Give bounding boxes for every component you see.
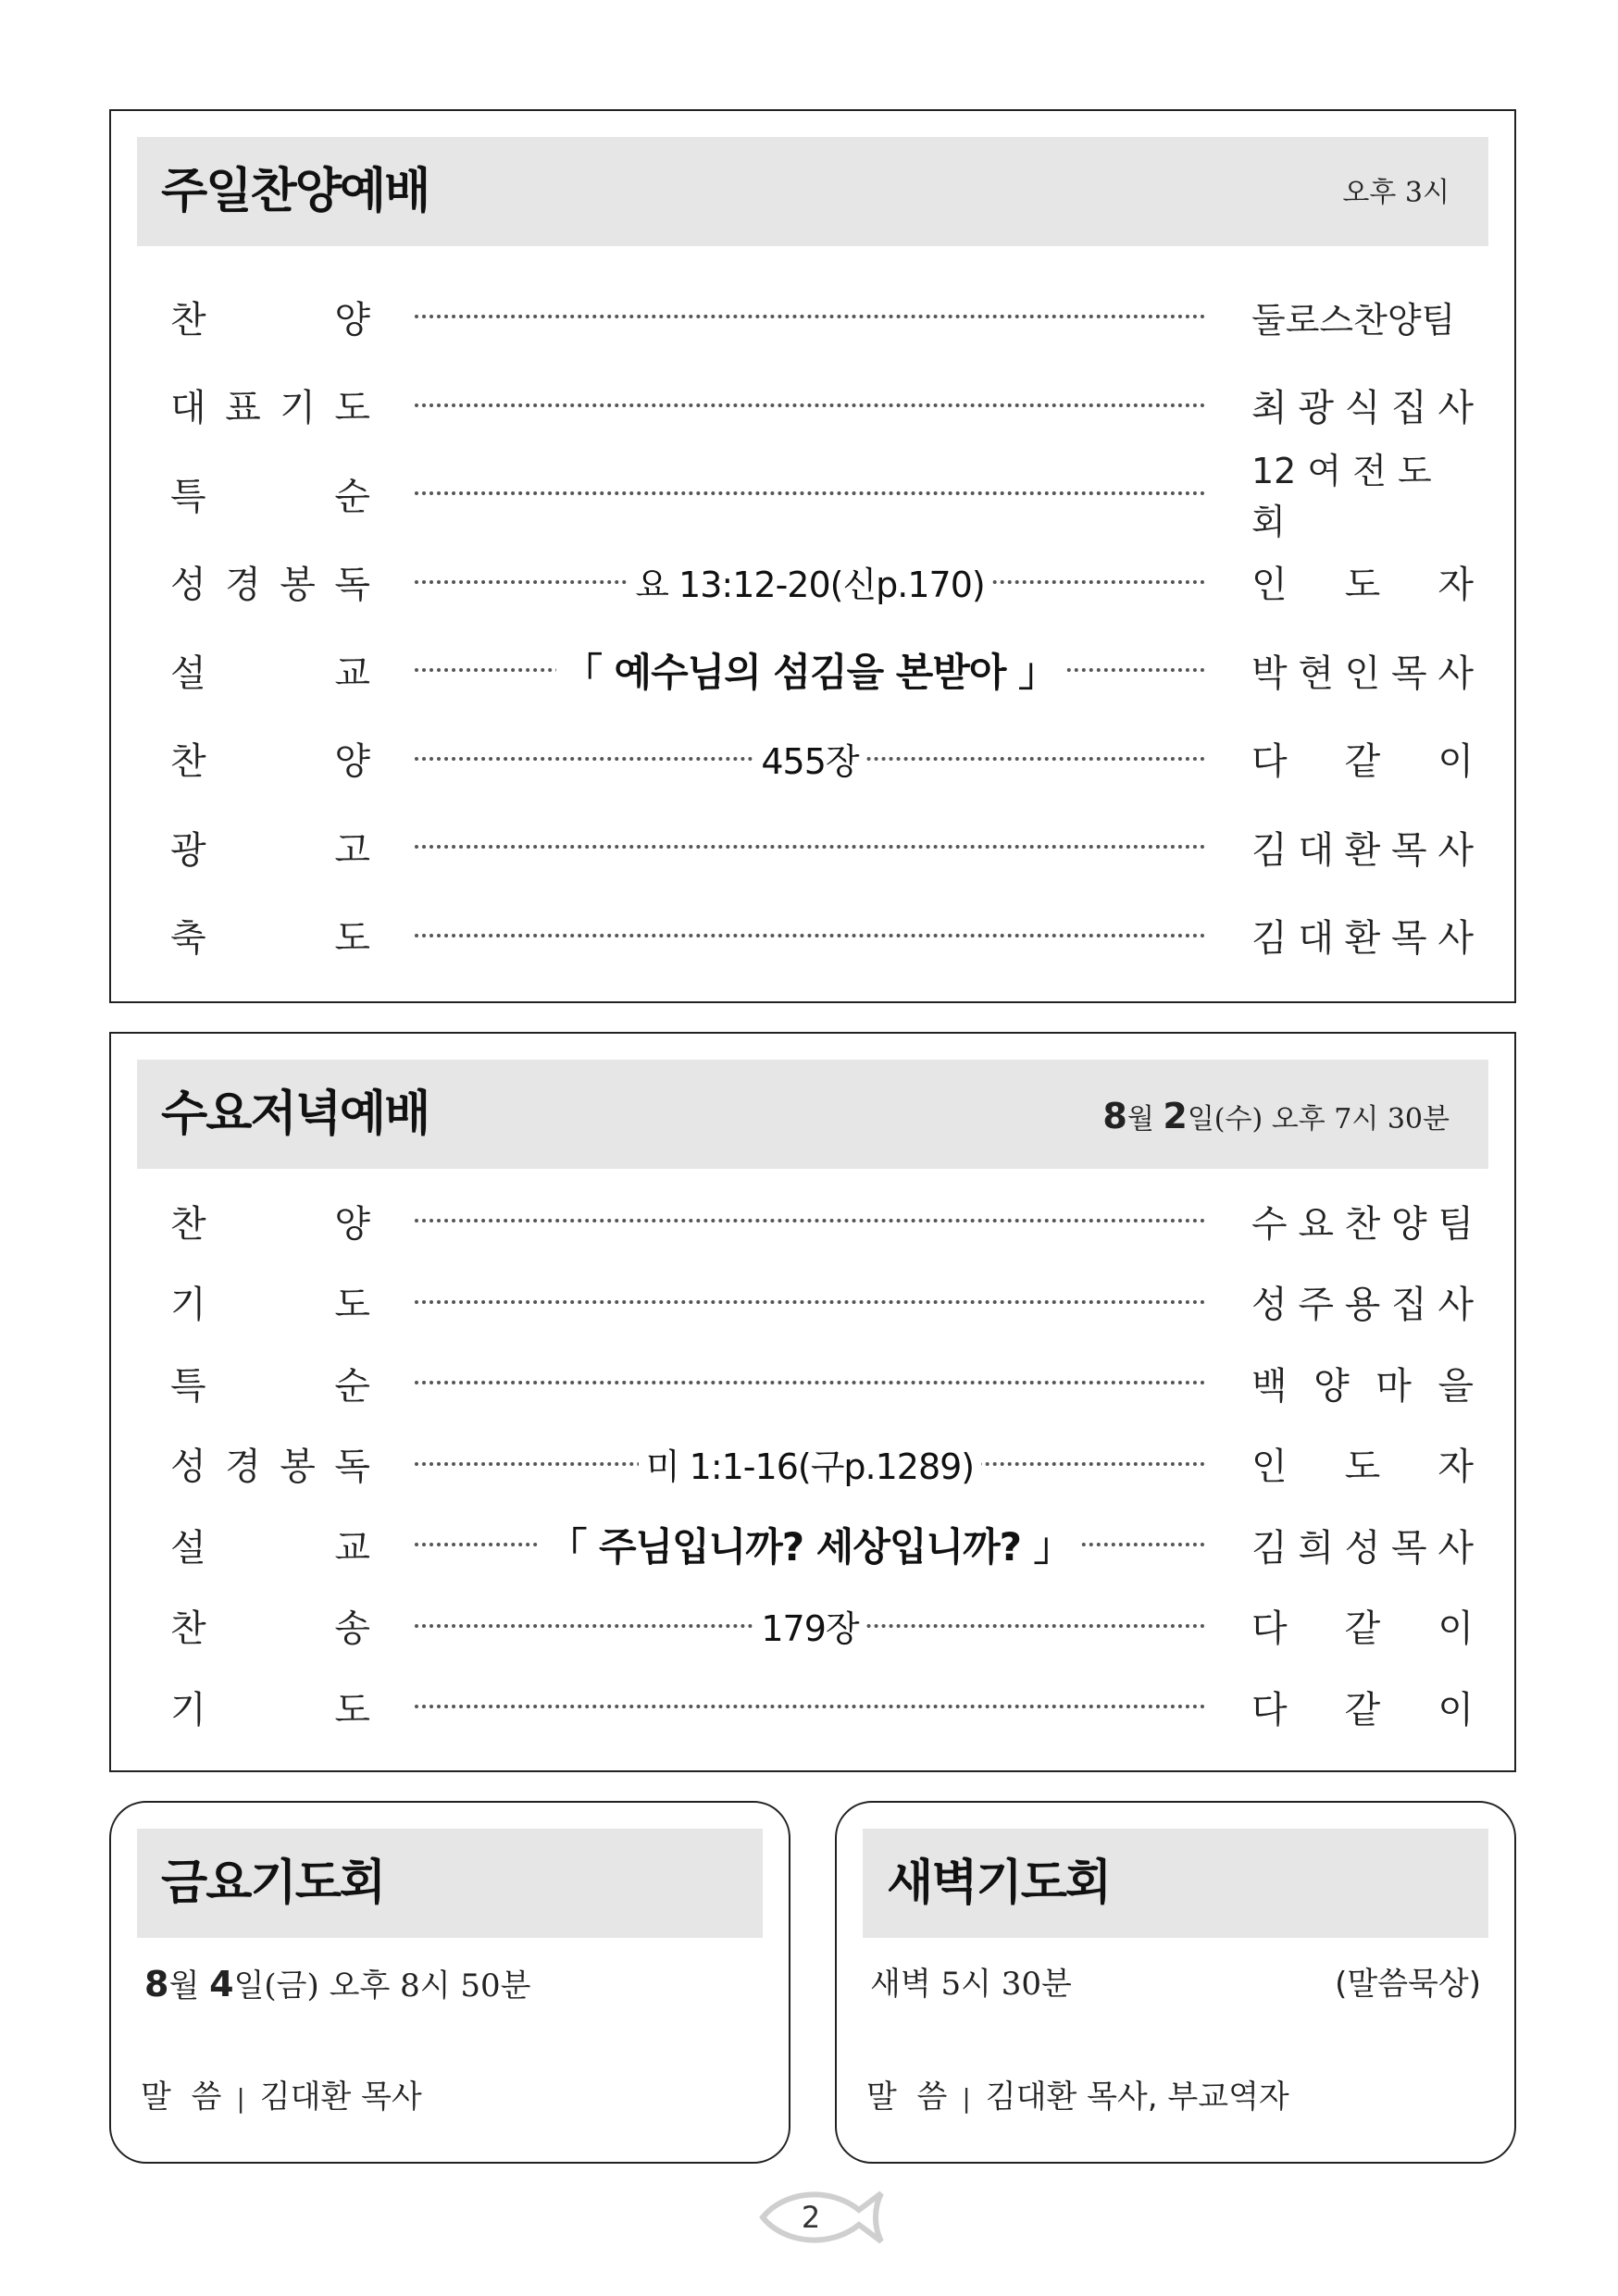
order-item-leader-char: 집 bbox=[1390, 1284, 1427, 1326]
order-item-label-char: 양 bbox=[334, 1202, 370, 1246]
order-item-leader-char: 사 bbox=[1438, 1284, 1474, 1326]
order-item-leader-char: 김 bbox=[1251, 1526, 1288, 1570]
friday-time-rest: 일(금) 오후 8시 50분 bbox=[233, 1967, 531, 2004]
friday-prayer-header bbox=[137, 1829, 763, 1938]
order-item-leader-char: 식 bbox=[1344, 387, 1381, 429]
order-item-leader-char: 양 bbox=[1390, 1202, 1427, 1246]
order-item-leader bbox=[1251, 1436, 1474, 1492]
order-item-detail-text: 미 1:1-16(구p.1289) bbox=[639, 1438, 981, 1489]
order-item-leader-char: 다 bbox=[1251, 1607, 1288, 1650]
wednesday-order-row bbox=[111, 1517, 1514, 1572]
order-item-leader-char: 백 bbox=[1251, 1364, 1288, 1408]
sunday-service-time: 오후 3시 bbox=[1342, 177, 1450, 209]
order-item-label-char: 고 bbox=[334, 828, 370, 872]
wednesday-order-row bbox=[111, 1274, 1514, 1330]
order-item-label-char: 광 bbox=[170, 828, 206, 872]
wednesday-order-row bbox=[111, 1436, 1514, 1492]
order-item-leader-char: 현 bbox=[1298, 652, 1334, 695]
sunday-service-header bbox=[137, 137, 1488, 246]
order-item-leader bbox=[1251, 1517, 1474, 1572]
order-item-label bbox=[170, 1598, 370, 1654]
dawn-speaker: 김대환 목사, 부교역자 bbox=[985, 2079, 1289, 2116]
order-item-leader-char: 을 bbox=[1438, 1364, 1474, 1408]
order-item-label bbox=[170, 1274, 370, 1330]
dotted-leader bbox=[415, 845, 1205, 849]
sunday-order-row bbox=[111, 819, 1514, 875]
order-item-leader bbox=[1251, 554, 1474, 610]
dotted-leader bbox=[415, 1381, 1205, 1384]
order-item-leader bbox=[1251, 908, 1474, 963]
order-item-label bbox=[170, 1355, 370, 1410]
order-item-leader-char: 사 bbox=[1438, 1526, 1474, 1570]
order-item-leader-char: 팀 bbox=[1438, 1202, 1474, 1246]
sunday-order-row bbox=[111, 451, 1514, 542]
order-item-leader bbox=[1251, 1598, 1474, 1654]
divider: | bbox=[236, 2083, 245, 2114]
order-item-leader-char: 같 bbox=[1344, 1688, 1381, 1731]
order-item-leader-char: 요 bbox=[1298, 1202, 1334, 1246]
order-item-leader bbox=[1251, 1193, 1474, 1248]
order-item-leader bbox=[1251, 731, 1474, 787]
order-item-leader-char: 다 bbox=[1251, 1688, 1288, 1731]
order-item-label-char: 성 bbox=[170, 564, 206, 606]
order-item-label-char: 기 bbox=[170, 1688, 206, 1731]
order-item-leader-char: 이 bbox=[1438, 740, 1474, 783]
wednesday-order-row bbox=[111, 1679, 1514, 1734]
order-item-label-char: 대 bbox=[170, 387, 206, 429]
order-item-leader-char: 수 bbox=[1251, 1202, 1288, 1246]
order-item-leader-char: 성 bbox=[1344, 1526, 1381, 1570]
wednesday-order-row bbox=[111, 1355, 1514, 1410]
order-item-leader-char: 최 bbox=[1251, 387, 1288, 429]
order-item-label bbox=[170, 465, 370, 521]
friday-day: 4 bbox=[209, 1964, 234, 2004]
order-item-leader-char: 김 bbox=[1251, 917, 1288, 960]
order-item-leader-char: 환 bbox=[1344, 828, 1381, 872]
order-item-detail-text: 「 예수님의 섬김을 본받아 」 bbox=[556, 642, 1064, 698]
order-item-leader-char: 광 bbox=[1298, 387, 1334, 429]
order-item-label-char: 특 bbox=[170, 475, 206, 518]
sunday-order-row bbox=[111, 289, 1514, 344]
order-item-label bbox=[170, 908, 370, 963]
order-item-label-char: 설 bbox=[170, 652, 206, 695]
order-item-detail bbox=[415, 1517, 1205, 1572]
order-item-leader bbox=[1251, 378, 1474, 433]
order-item-leader-char: 대 bbox=[1298, 828, 1334, 872]
dotted-leader bbox=[415, 1219, 1205, 1222]
order-item-label-char: 특 bbox=[170, 1364, 206, 1408]
order-item-label-char: 설 bbox=[170, 1526, 206, 1570]
order-item-leader-char: 도 bbox=[1344, 564, 1381, 606]
order-item-label-char: 도 bbox=[334, 1284, 370, 1326]
friday-speaker-line bbox=[141, 2071, 755, 2116]
order-item-leader-char: 성 bbox=[1251, 1284, 1288, 1326]
order-item-leader-char: 이 bbox=[1438, 1688, 1474, 1731]
order-item-leader-char: 박 bbox=[1251, 652, 1288, 695]
order-item-label-char: 경 bbox=[225, 564, 261, 606]
order-item-label-char: 양 bbox=[334, 298, 370, 341]
order-item-leader-char: 목 bbox=[1390, 917, 1427, 960]
wednesday-time-rest: 일(수) 오후 7시 30분 bbox=[1187, 1103, 1450, 1136]
order-item-label-char: 교 bbox=[334, 1526, 370, 1570]
order-item-leader-char: 목 bbox=[1390, 828, 1427, 872]
order-item-leader-char: 마 bbox=[1375, 1364, 1412, 1408]
order-item-leader-char: 자 bbox=[1438, 564, 1474, 606]
sunday-service-title: 주일찬양예배 bbox=[161, 164, 429, 219]
dotted-leader bbox=[415, 315, 1205, 318]
order-item-label bbox=[170, 378, 370, 433]
order-item-label-char: 독 bbox=[334, 564, 370, 606]
friday-month-unit: 월 bbox=[168, 1967, 200, 2004]
order-item-label-char: 송 bbox=[334, 1607, 370, 1650]
order-item-leader-char: 다 bbox=[1251, 740, 1288, 783]
order-item-label-char: 도 bbox=[334, 387, 370, 429]
order-item-leader-char: 인 bbox=[1251, 1446, 1288, 1488]
friday-speaker: 김대환 목사 bbox=[259, 2079, 422, 2116]
order-item-label-char: 축 bbox=[170, 917, 206, 960]
divider: | bbox=[962, 2083, 971, 2114]
order-item-label bbox=[170, 819, 370, 875]
order-item-detail bbox=[415, 1436, 1205, 1492]
order-item-leader-char: 도 bbox=[1344, 1446, 1381, 1488]
wednesday-order-row bbox=[111, 1193, 1514, 1248]
order-item-detail-text: 455장 bbox=[753, 733, 865, 784]
order-item-leader-char: 목 bbox=[1390, 652, 1427, 695]
dawn-prayer-note: (말씀묵상) bbox=[1335, 1966, 1481, 2003]
sunday-order-row bbox=[111, 378, 1514, 433]
wednesday-service-header bbox=[137, 1060, 1488, 1169]
dotted-leader bbox=[415, 934, 1205, 937]
order-item-label-char: 성 bbox=[170, 1446, 206, 1488]
order-item-label bbox=[170, 554, 370, 610]
order-item-label-char: 찬 bbox=[170, 1607, 206, 1650]
order-item-leader-char: 사 bbox=[1438, 652, 1474, 695]
wednesday-service-box bbox=[109, 1032, 1516, 1772]
order-item-label-char: 기 bbox=[280, 387, 316, 429]
order-item-label bbox=[170, 642, 370, 698]
order-item-label-char: 찬 bbox=[170, 1202, 206, 1246]
order-item-leader-char: 양 bbox=[1313, 1364, 1350, 1408]
order-item-label bbox=[170, 1193, 370, 1248]
order-item-label-char: 순 bbox=[334, 1364, 370, 1408]
order-item-detail bbox=[415, 554, 1205, 610]
order-item-leader-char: 목 bbox=[1390, 1526, 1427, 1570]
friday-prayer-box bbox=[109, 1801, 790, 2164]
order-item-leader-char: 주 bbox=[1298, 1284, 1334, 1326]
order-item-leader-char: 사 bbox=[1438, 828, 1474, 872]
order-item-label-char: 봉 bbox=[280, 1446, 316, 1488]
order-item-label-char: 봉 bbox=[280, 564, 316, 606]
order-item-detail bbox=[415, 1598, 1205, 1654]
order-item-leader-char: 이 bbox=[1438, 1607, 1474, 1650]
order-item-label bbox=[170, 1436, 370, 1492]
order-item-label bbox=[170, 731, 370, 787]
order-item-label-char: 경 bbox=[225, 1446, 261, 1488]
order-item-leader-char: 용 bbox=[1344, 1284, 1381, 1326]
order-item-label-char: 찬 bbox=[170, 298, 206, 341]
order-item-label-char: 독 bbox=[334, 1446, 370, 1488]
friday-prayer-title: 금요기도회 bbox=[161, 1855, 385, 1911]
order-item-leader: 12 여 전 도 회 bbox=[1251, 451, 1432, 542]
order-item-leader-char: 사 bbox=[1438, 387, 1474, 429]
order-item-label-char: 교 bbox=[334, 652, 370, 695]
order-item-leader-char: 희 bbox=[1298, 1526, 1334, 1570]
order-item-leader-char: 환 bbox=[1344, 917, 1381, 960]
dotted-leader bbox=[415, 1300, 1205, 1304]
order-item-leader bbox=[1251, 819, 1474, 875]
sunday-order-row bbox=[111, 554, 1514, 610]
sunday-order-row bbox=[111, 908, 1514, 963]
order-item-leader-char: 같 bbox=[1344, 1607, 1381, 1650]
order-item-label-char: 도 bbox=[334, 917, 370, 960]
order-item-label bbox=[170, 289, 370, 344]
wednesday-order-row bbox=[111, 1598, 1514, 1654]
sunday-order-row bbox=[111, 731, 1514, 787]
order-item-leader bbox=[1251, 1274, 1474, 1330]
order-item-leader-char: 찬 bbox=[1344, 1202, 1381, 1246]
sunday-service-box bbox=[109, 109, 1516, 1003]
dawn-prayer-time: 새벽 5시 30분 bbox=[870, 1966, 1072, 2003]
order-item-label-char: 양 bbox=[334, 740, 370, 783]
order-item-detail bbox=[415, 731, 1205, 787]
wednesday-month: 8 bbox=[1102, 1096, 1127, 1136]
order-item-leader bbox=[1251, 1679, 1474, 1734]
order-item-label-char: 찬 bbox=[170, 740, 206, 783]
order-item-leader: 둘로스찬양팀 bbox=[1251, 299, 1456, 341]
order-item-label-char: 표 bbox=[225, 387, 261, 429]
sunday-order-row bbox=[111, 642, 1514, 698]
wednesday-service-title: 수요저녁예배 bbox=[161, 1086, 429, 1142]
friday-month: 8 bbox=[144, 1964, 169, 2004]
wednesday-day: 2 bbox=[1163, 1096, 1188, 1136]
order-item-leader bbox=[1251, 1355, 1474, 1410]
order-item-label bbox=[170, 1517, 370, 1572]
order-item-detail-text: 「 주님입니까? 세상입니까? 」 bbox=[541, 1517, 1078, 1572]
friday-speaker-label: 말 씀 bbox=[141, 2079, 222, 2116]
order-item-detail-text: 요 13:12-20(신p.170) bbox=[628, 556, 991, 607]
wednesday-month-unit: 월 bbox=[1126, 1103, 1154, 1136]
order-item-label-char: 순 bbox=[334, 475, 370, 518]
order-item-leader-char: 같 bbox=[1344, 740, 1381, 783]
order-item-detail bbox=[415, 642, 1205, 698]
order-item-label bbox=[170, 1679, 370, 1734]
order-item-leader-char: 사 bbox=[1438, 917, 1474, 960]
order-item-detail-text: 179장 bbox=[753, 1600, 865, 1651]
order-item-leader-char: 인 bbox=[1344, 652, 1381, 695]
friday-prayer-time bbox=[144, 1960, 755, 2005]
dawn-prayer-box bbox=[835, 1801, 1516, 2164]
order-item-leader bbox=[1251, 642, 1474, 698]
dotted-leader bbox=[415, 1705, 1205, 1708]
order-item-leader-char: 인 bbox=[1251, 564, 1288, 606]
dawn-speaker-line bbox=[866, 2071, 1481, 2116]
dawn-speaker-label: 말 씀 bbox=[866, 2079, 948, 2116]
order-item-leader-char: 대 bbox=[1298, 917, 1334, 960]
order-item-leader-char: 김 bbox=[1251, 828, 1288, 872]
wednesday-service-time bbox=[1102, 1060, 1450, 1176]
dotted-leader bbox=[415, 491, 1205, 495]
order-item-leader-char: 집 bbox=[1390, 387, 1427, 429]
dotted-leader bbox=[415, 403, 1205, 407]
page-number: 2 bbox=[801, 2200, 821, 2235]
dawn-prayer-title: 새벽기도회 bbox=[887, 1855, 1111, 1911]
dawn-prayer-header bbox=[863, 1829, 1488, 1938]
order-item-label-char: 도 bbox=[334, 1688, 370, 1731]
order-item-leader-char: 자 bbox=[1438, 1446, 1474, 1488]
order-item-label-char: 기 bbox=[170, 1284, 206, 1326]
